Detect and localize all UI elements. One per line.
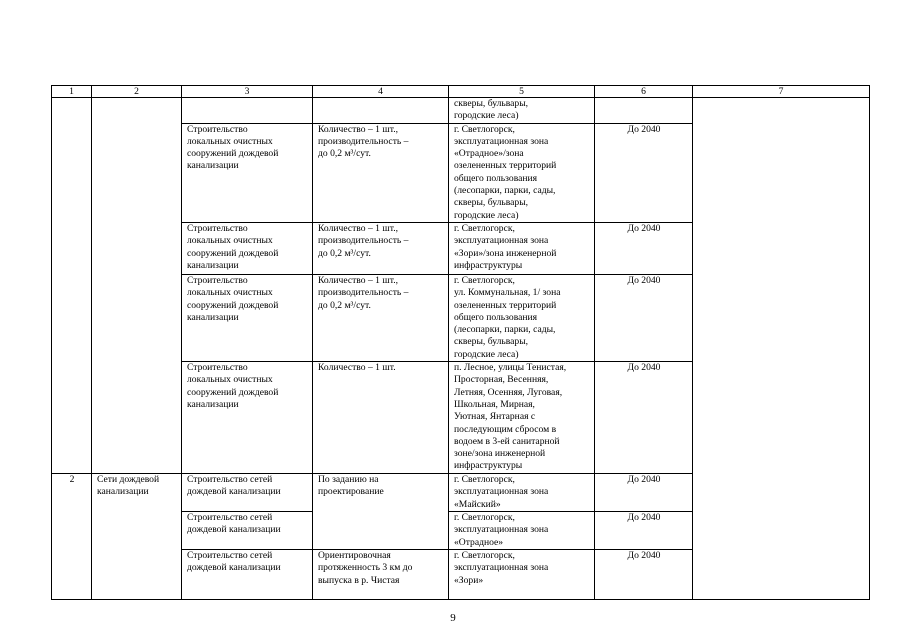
work-cell: Строительство локальных очистных сооружений дождевой канализации bbox=[182, 274, 313, 361]
location-cell: п. Лесное, улицы Тенистая, Просторная, Весенняя, Летняя, Осенняя, Луговая, Школьная, Мирная, Уютная, Янтарная с последующим сбросом в водоем в 3-ей санитарной зоне/зона инженерной инфраструктуры bbox=[449, 362, 595, 474]
term-cell: До 2040 bbox=[595, 549, 693, 599]
page-number: 9 bbox=[450, 612, 456, 624]
spec-cell bbox=[313, 98, 449, 124]
term-cell: До 2040 bbox=[595, 222, 693, 274]
table-row bbox=[52, 98, 870, 124]
term-cell bbox=[595, 98, 693, 124]
location-cell: г. Светлогорск, эксплуатационная зона «Отрадное» bbox=[449, 512, 595, 550]
column-number-4: 4 bbox=[313, 86, 449, 98]
section-name-cell bbox=[92, 98, 182, 474]
spec-cell: Количество – 1 шт., производительность – до 0,2 м³/сут. bbox=[313, 123, 449, 222]
spec-cell: Ориентировочная протяженность 3 км до выпуска в р. Чистая bbox=[313, 549, 449, 599]
term-cell: До 2040 bbox=[595, 512, 693, 550]
spec-cell: По заданию на проектирование bbox=[313, 474, 449, 550]
location-cell: г. Светлогорск, ул. Коммунальная, 1/ зона озелененных территорий общего пользования (лесопарки, парки, сады, скверы, бульвары, городские леса) bbox=[449, 274, 595, 361]
term-cell: До 2040 bbox=[595, 274, 693, 361]
spec-cell: Количество – 1 шт., производительность – до 0,2 м³/сут. bbox=[313, 222, 449, 274]
location-cell: г. Светлогорск, эксплуатационная зона «Майский» bbox=[449, 474, 595, 512]
work-cell: Строительство сетей дождевой канализации bbox=[182, 512, 313, 550]
section-number-cell bbox=[52, 98, 92, 474]
spec-cell: Количество – 1 шт., производительность – до 0,2 м³/сут. bbox=[313, 274, 449, 361]
column-number-3: 3 bbox=[182, 86, 313, 98]
work-cell bbox=[182, 98, 313, 124]
column-number-1: 1 bbox=[52, 86, 92, 98]
works-table bbox=[51, 85, 870, 600]
term-cell: До 2040 bbox=[595, 123, 693, 222]
term-cell: До 2040 bbox=[595, 474, 693, 512]
work-cell: Строительство локальных очистных сооружений дождевой канализации bbox=[182, 222, 313, 274]
notes-cell bbox=[693, 98, 870, 600]
work-cell: Строительство сетей дождевой канализации bbox=[182, 474, 313, 512]
location-cell: г. Светлогорск, эксплуатационная зона «Зори» bbox=[449, 549, 595, 599]
column-number-6: 6 bbox=[595, 86, 693, 98]
work-cell: Строительство сетей дождевой канализации bbox=[182, 549, 313, 599]
work-cell: Строительство локальных очистных сооружений дождевой канализации bbox=[182, 362, 313, 474]
column-number-row bbox=[52, 86, 870, 98]
location-cell: скверы, бульвары, городские леса) bbox=[449, 98, 595, 124]
spec-cell: Количество – 1 шт. bbox=[313, 362, 449, 474]
location-cell: г. Светлогорск, эксплуатационная зона «Отрадное»/зона озелененных территорий общего пользования (лесопарки, парки, сады, скверы, бульвары, городские леса) bbox=[449, 123, 595, 222]
column-number-7: 7 bbox=[693, 86, 870, 98]
column-number-2: 2 bbox=[92, 86, 182, 98]
column-number-5: 5 bbox=[449, 86, 595, 98]
location-cell: г. Светлогорск, эксплуатационная зона «Зори»/зона инженерной инфраструктуры bbox=[449, 222, 595, 274]
section-name-cell: Сети дождевой канализации bbox=[92, 474, 182, 600]
section-number-cell: 2 bbox=[52, 474, 92, 600]
term-cell: До 2040 bbox=[595, 362, 693, 474]
work-cell: Строительство локальных очистных сооружений дождевой канализации bbox=[182, 123, 313, 222]
